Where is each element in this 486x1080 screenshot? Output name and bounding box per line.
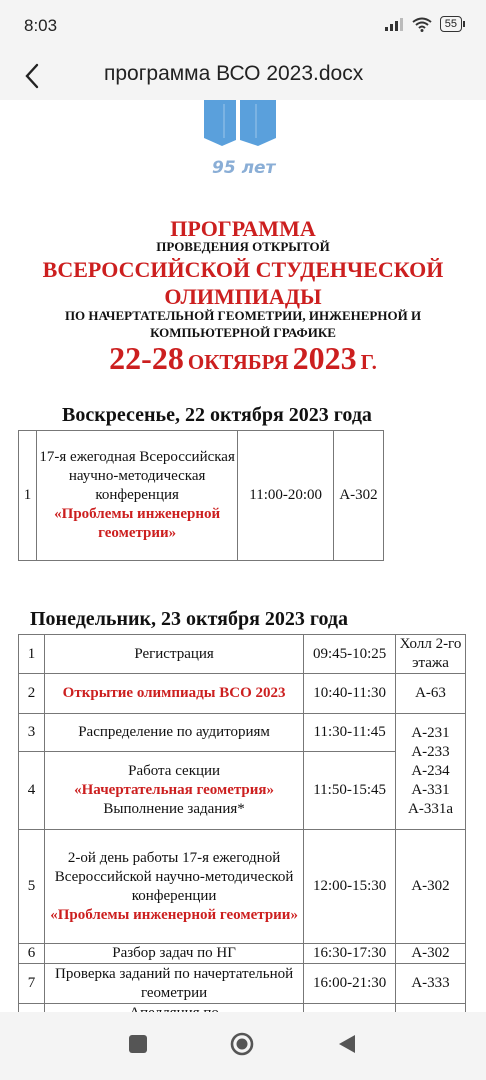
time-cell: 16:00-21:30 <box>304 964 396 1004</box>
logo-caption: 95 лет <box>212 158 276 178</box>
event-text: Регистрация <box>134 645 214 662</box>
room-cell: Холл 2-го этажа <box>396 635 466 674</box>
dates-month: ОКТЯБРЯ <box>187 350 289 374</box>
olympiad-title-1: ВСЕРОССИЙСКОЙ СТУДЕНЧЕСКОЙ <box>42 257 444 282</box>
status-icons <box>384 16 462 32</box>
time-cell: 16:30-17:30 <box>304 944 396 964</box>
program-title: ПРОГРАММА <box>170 216 316 241</box>
row-number: 1 <box>19 635 45 674</box>
event-text: Работа секции <box>128 763 221 779</box>
discipline-line-1: ПО НАЧЕРТАТЕЛЬНОЙ ГЕОМЕТРИИ, ИНЖЕНЕРНОЙ И <box>64 308 422 323</box>
room-cell: А-333 <box>396 964 466 1004</box>
document-viewer[interactable] <box>0 100 486 1012</box>
day2-table <box>18 634 466 1044</box>
row-number: 7 <box>19 964 45 1004</box>
event-cell <box>44 674 303 714</box>
dates-suffix: Г. <box>360 350 377 374</box>
back-button[interactable] <box>14 58 50 94</box>
event-text: 17-я ежегодная Всероссийская научно-методическая конференция <box>39 449 235 503</box>
logo-icon <box>200 100 280 148</box>
time-cell: 10:40-11:30 <box>304 674 396 714</box>
event-cell <box>44 944 303 964</box>
room-cell: А-302 <box>396 944 466 964</box>
discipline-line-2: КОМПЬЮТЕРНОЙ ГРАФИКЕ <box>150 325 336 340</box>
table-row <box>19 674 466 714</box>
time-cell: 11:50-15:45 <box>304 752 396 830</box>
event-note: Выполнение задания* <box>103 801 245 817</box>
wifi-icon <box>412 17 432 32</box>
event-highlight: «Начертательная геометрия» <box>74 782 275 798</box>
row-number: 6 <box>19 944 45 964</box>
event-text: 2-ой день работы 17-я ежегодной Всероссийской научно-методической конференции <box>54 849 294 904</box>
event-cell <box>44 830 303 944</box>
event-cell <box>36 431 237 561</box>
event-text: Распределение по аудиториям <box>78 724 270 740</box>
time-cell: 09:45-10:25 <box>304 635 396 674</box>
battery-icon: 55 <box>440 16 462 32</box>
event-dates <box>0 340 486 377</box>
row-number: 4 <box>19 752 45 830</box>
app-bar <box>0 52 486 100</box>
day1-table <box>18 430 384 561</box>
program-subtitle: ПРОВЕДЕНИЯ ОТКРЫТОЙ <box>156 239 330 254</box>
table-row <box>19 431 384 561</box>
dates-year: 2023 <box>292 340 357 376</box>
table-row <box>19 944 466 964</box>
event-cell <box>44 635 303 674</box>
chevron-left-icon <box>24 63 40 89</box>
signal-icon <box>384 17 404 31</box>
status-time: 8:03 <box>24 16 58 35</box>
room-cell: А-302 <box>334 431 384 561</box>
table-row <box>19 964 466 1004</box>
time-cell: 11:30-11:45 <box>304 714 396 752</box>
olympiad-title-2: ОЛИМПИАДЫ <box>164 284 322 309</box>
status-bar <box>0 0 486 52</box>
event-highlight: «Проблемы инженерной геометрии» <box>50 906 298 923</box>
recent-apps-icon[interactable] <box>128 1034 148 1054</box>
dates-range: 22-28 <box>109 340 184 376</box>
event-text: Проверка заданий по начертательной геометрии <box>55 965 294 1001</box>
event-text: Разбор задач по НГ <box>112 945 236 961</box>
back-nav-icon[interactable] <box>338 1034 356 1054</box>
navigation-bar <box>0 1012 486 1080</box>
event-cell <box>44 964 303 1004</box>
home-icon[interactable] <box>230 1032 254 1056</box>
event-highlight: «Проблемы инженерной геометрии» <box>54 506 221 541</box>
row-number: 2 <box>19 674 45 714</box>
room-cell: А-302 <box>396 830 466 944</box>
event-cell <box>44 714 303 752</box>
document-title: программа ВСО 2023.docx <box>104 62 364 85</box>
day1-title: Воскресенье, 22 октября 2023 года <box>62 404 372 426</box>
table-row <box>19 714 466 752</box>
table-row <box>19 635 466 674</box>
room-cell: А-231 А-233 А-234 А-331 А-331а <box>396 714 466 830</box>
event-highlight: Открытие олимпиады ВСО 2023 <box>62 685 286 701</box>
table-row <box>19 830 466 944</box>
time-cell: 12:00-15:30 <box>304 830 396 944</box>
time-cell: 11:00-20:00 <box>238 431 334 561</box>
room-cell: А-63 <box>396 674 466 714</box>
row-number: 3 <box>19 714 45 752</box>
row-number: 5 <box>19 830 45 944</box>
row-number: 1 <box>19 431 37 561</box>
day2-title: Понедельник, 23 октября 2023 года <box>30 608 349 630</box>
event-cell <box>44 752 303 830</box>
